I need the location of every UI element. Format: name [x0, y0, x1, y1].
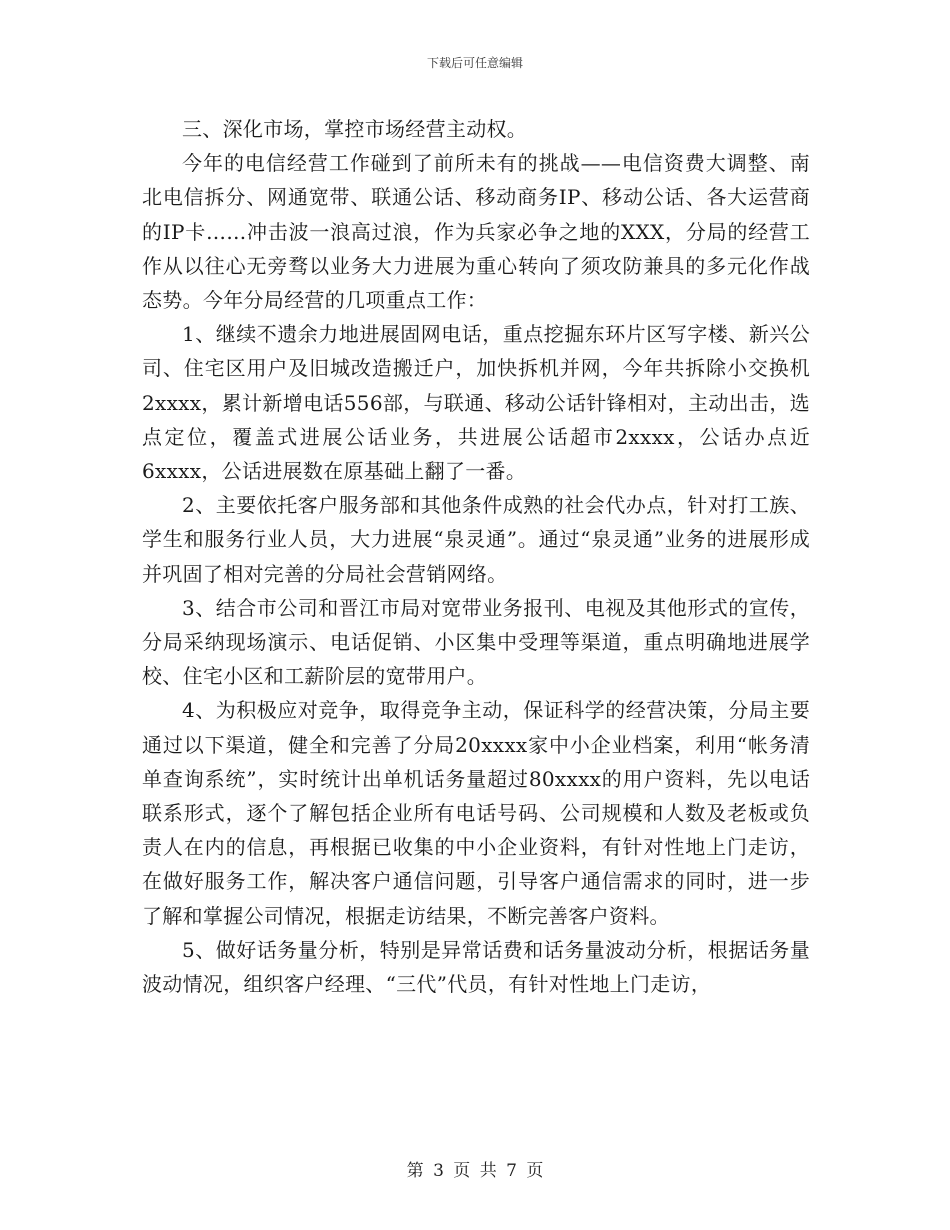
page-number: 第 3 页 共 7 页 — [406, 1161, 544, 1181]
section-heading: 三、深化市场，掌控市场经营主动权。 — [182, 117, 528, 141]
paragraph-item-4: 4、为积极应对竞争，取得竞争主动，保证科学的经营决策，分局主要通过以下渠道，健全和完善了分局20xxxx家中小企业档案，利用“帐务清单查询系统”，实时统计出单机话务量超过80xxxx的用户资料，先以电话联系形式，逐个了解包括企业所有电话号码、公司规模和人数及老板或负责人在内的信息，再根据已收集的中小企业资料，有针对性地上门走访，在做好服务工作，解决客户通信问题，引导客户通信需求的同时，进一步了解和掌握公司情况，根据走访结果，不断完善客户资料。 — [142, 698, 810, 928]
paragraph-item-2: 2、主要依托客户服务部和其他条件成熟的社会代办点，针对打工族、学生和服务行业人员，大力进展“泉灵通”。通过“泉灵通”业务的进展形成并巩固了相对完善的分局社会营销网络。 — [142, 493, 810, 586]
paragraph-item-1: 1、继续不遗余力地进展固网电话，重点挖掘东环片区写字楼、新兴公司、住宅区用户及旧城改造搬迁户，加快拆机并网，今年共拆除小交换机2xxxx，累计新增电话556部，与联通、移动公话针锋相对，主动出击，选点定位，覆盖式进展公话业务，共进展公话超市2xxxx，公话办点近6xxxx，公话进展数在原基础上翻了一番。 — [142, 322, 810, 484]
document-body — [142, 112, 810, 1001]
paragraph-item-5: 5、做好话务量分析，特别是异常话费和话务量波动分析，根据话务量波动情况，组织客户经理、“三代”代员，有针对性地上门走访， — [142, 937, 810, 997]
paragraph-item-3: 3、结合市公司和晋江市局对宽带业务报刊、电视及其他形式的宣传，分局采纳现场演示、电话促销、小区集中受理等渠道，重点明确地进展学校、住宅小区和工薪阶层的宽带用户。 — [142, 595, 810, 689]
page-header-note: 下载后可任意编辑 — [426, 56, 523, 70]
paragraph-intro: 今年的电信经营工作碰到了前所未有的挑战——电信资费大调整、南北电信拆分、网通宽带、联通公话、移动商务IP、移动公话、各大运营商的IP卡……冲击波一浪高过浪，作为兵家必争之地的XXX，分局的经营工作从以往心无旁骛以业务大力进展为重心转向了须攻防兼具的多元化作战态势。今年分局经营的几项重点工作： — [142, 151, 810, 313]
